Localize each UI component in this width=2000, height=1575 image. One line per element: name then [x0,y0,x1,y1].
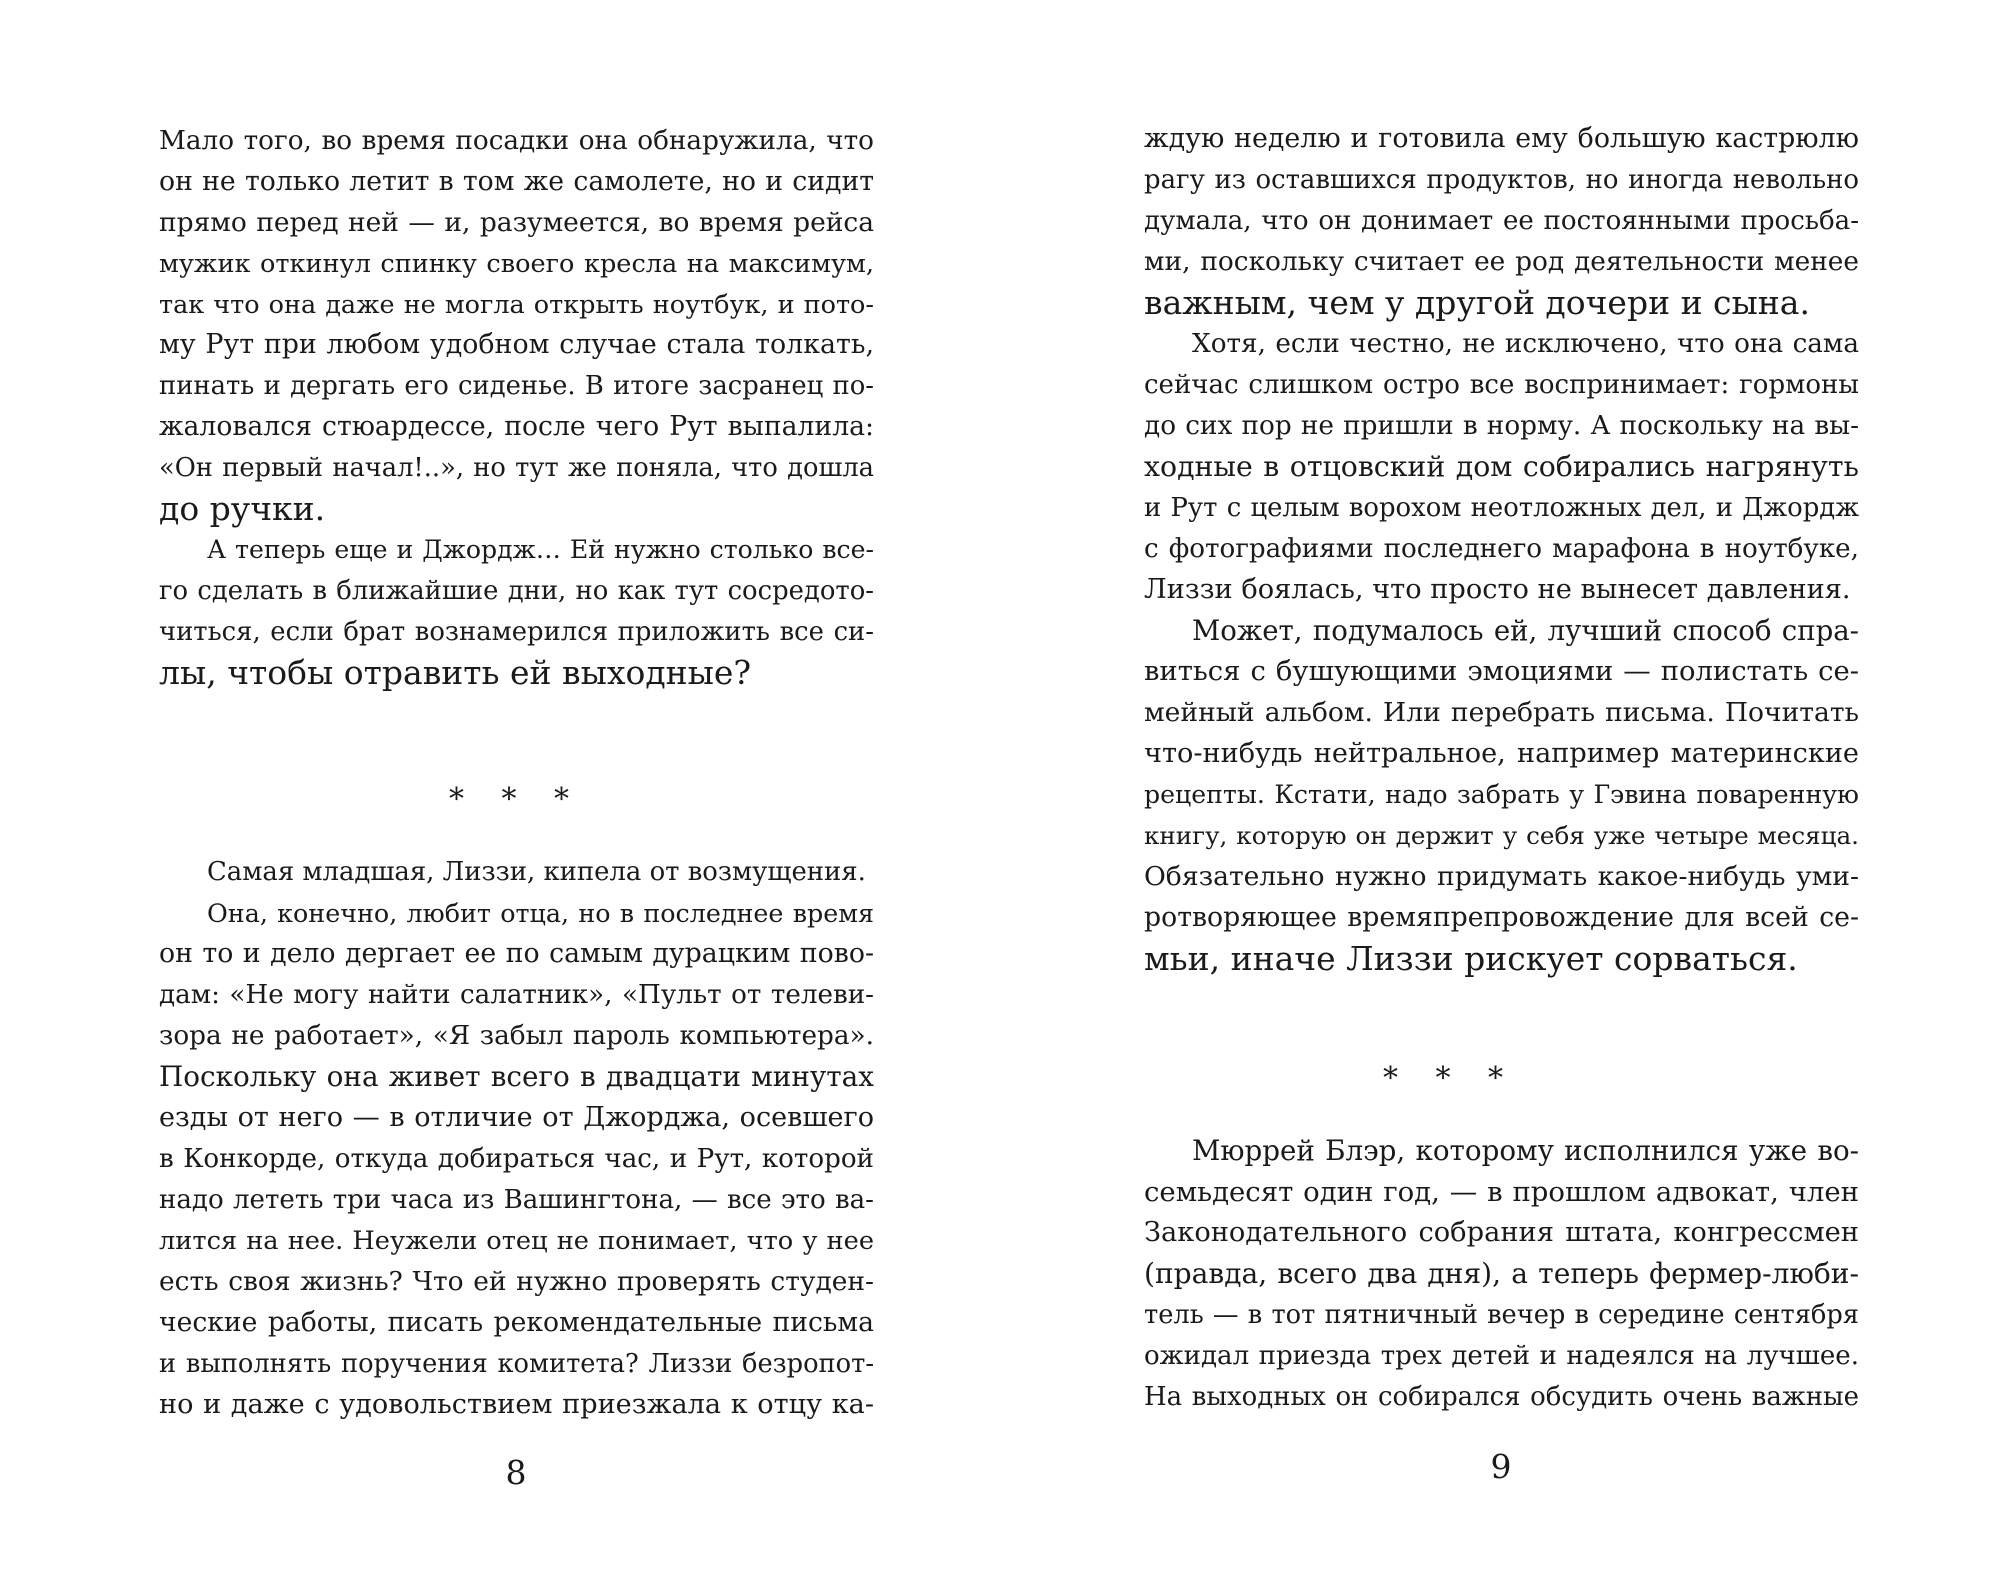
text-line: в Конкорде, откуда добираться час, и Рут, которой [159,1144,874,1174]
text-line: зора не работает», «Я забыл пароль компьютера». [159,1021,874,1051]
text-line: мейный альбом. Или перебрать письма. Почитать [1144,697,1859,728]
text-line: рецепты. Кстати, надо забрать у Гэвина поваренную [1144,780,1859,809]
text-line: пинать и дергать его сиденье. В итоге засранец по- [159,371,874,401]
text-line: виться с бушующими эмоциями — полистать се- [1144,656,1859,687]
text-line: ми, поскольку считает ее род деятельности менее [1144,247,1859,277]
text-line: мужик откинул спинку своего кресла на максимум, [159,249,874,279]
text-line: ческие работы, писать рекомендательные письма [159,1307,874,1338]
text-line: так что она даже не могла открыть ноутбук, и пото- [159,290,874,320]
text-line: есть своя жизнь? Что ей нужно проверять студен- [159,1266,874,1297]
text-line: ожидал приезда трех детей и надеялся на лучшее. [1144,1341,1859,1371]
text-line: (правда, всего два дня), а теперь фермер-люби- [1144,1257,1859,1290]
text-line: А теперь еще и Джордж… Ей нужно столько все- [207,535,874,564]
text-line: до сих пор не пришли в норму. А поскольку на вы- [1144,411,1859,441]
text-line: лится на нее. Неужели отец не понимает, что у нее [159,1226,874,1256]
text-line: мьи, иначе Лиззи рискует сорваться. [1144,939,1798,978]
text-line: ходные в отцовский дом собирались нагрянуть [1144,450,1859,483]
text-line: ждую неделю и готовила ему большую кастрюлю [1144,123,1859,154]
text-line: «Он первый начал!..», но тут же поняла, что дошла [159,453,874,483]
text-line: и выполнять поручения комитета? Лиззи безропот- [159,1349,874,1379]
text-line: рагу из оставшихся продуктов, но иногда невольно [1144,165,1859,195]
text-line: Обязательно нужно придумать какое-нибудь уми- [1144,861,1859,892]
text-line: но и даже с удовольствием приезжала к отцу ка- [159,1389,874,1420]
text-line: семьдесят один год, — в прошлом адвокат, член [1144,1176,1859,1208]
text-line: и Рут с целым ворохом неотложных дел, и Джордж [1144,493,1859,523]
text-line: читься, если брат вознамерился приложить все си- [159,617,874,647]
text-line: до ручки. [159,489,326,528]
right-page [1000,0,2000,1575]
page-number: 8 [505,1453,527,1492]
text-line: важным, чем у другой дочери и сына. [1144,283,1810,322]
text-line: книгу, которую он держит у себя уже четыре месяца. [1144,821,1859,850]
text-line: езды от него — в отличие от Джорджа, осевшего [159,1102,874,1133]
text-line: На выходных он собирался обсудить очень важные [1144,1382,1859,1412]
text-line: он то и дело дергает ее по самым дурацким пово- [159,938,874,969]
section-separator: * * * [448,782,584,817]
text-line: ротворяющее времяпрепровождение для всей се- [1144,902,1859,933]
section-separator: * * * [1382,1061,1518,1096]
text-line: жаловался стюардессе, после чего Рут выпалила: [159,411,874,442]
text-line: Может, подумалось ей, лучший способ спра- [1192,614,1859,647]
text-line: Мюррей Блэр, которому исполнился уже во- [1192,1134,1859,1167]
text-line: дам: «Не могу найти салатник», «Пульт от телеви- [159,980,874,1010]
text-line: Хотя, если честно, не исключено, что она сама [1192,329,1859,359]
text-line: Она, конечно, любит отца, но в последнее время [207,898,874,928]
text-line: Лиззи боялась, что просто не вынесет давления. [1144,574,1851,605]
text-line: Самая младшая, Лиззи, кипела от возмущения. [207,857,866,887]
text-line: Законодательного собрания штата, конгрессмен [1144,1217,1859,1248]
text-line: с фотографиями последнего марафона в ноутбуке, [1144,534,1859,564]
text-line: думала, что он донимает ее постоянными просьба- [1144,206,1859,236]
text-line: что-нибудь нейтральное, например материнские [1144,738,1859,769]
text-line: го сделать в ближайшие дни, но как тут сосредото- [159,576,874,606]
text-line: сейчас слишком остро все воспринимает: гормоны [1144,370,1859,400]
text-line: лы, чтобы отравить ей выходные? [159,653,752,692]
text-line: му Рут при любом удобном случае стала толкать, [159,329,874,360]
text-line: он не только летит в том же самолете, но и сидит [159,166,874,197]
text-line: надо лететь три часа из Вашингтона, — все это ва- [159,1185,874,1215]
text-line: тель — в тот пятничный вечер в середине сентября [1144,1300,1859,1330]
text-line: прямо перед ней — и, разумеется, во время рейса [159,207,874,238]
text-line: Поскольку она живет всего в двадцати минутах [159,1060,874,1093]
page-number: 9 [1490,1447,1512,1486]
text-line: Мало того, во время посадки она обнаружила, что [159,126,874,156]
